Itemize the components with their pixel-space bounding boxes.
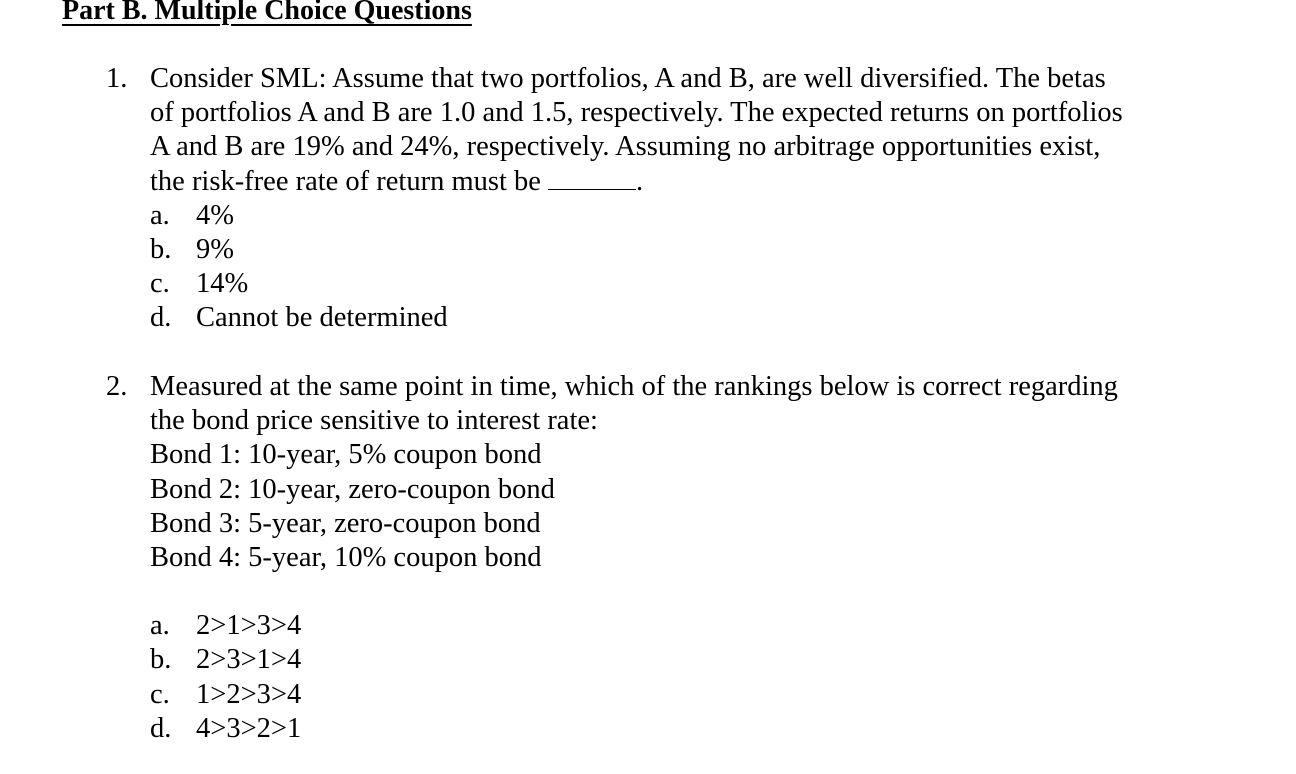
choice-b[interactable] [150,233,1186,267]
choice-text: 14% [196,268,249,300]
choice-letter: a. [150,610,170,642]
choice-letter: d. [150,302,172,334]
question-stem-line: Consider SML: Assume that two portfolios, A and B, are well diversified. The betas [150,63,1106,94]
question-body [150,62,1186,336]
question-stem-text: the risk-free rate of return must be [150,165,549,197]
question-body [150,370,1186,746]
choice-text: Cannot be determined [196,302,448,334]
choice-letter: c. [150,678,170,710]
choice-b[interactable] [150,643,1186,677]
question-stem-last-line [150,165,1186,199]
section-title: Part B. Multiple Choice Questions [62,0,472,26]
bond-item: Bond 4: 5-year, 10% coupon bond [150,542,542,574]
question-stem-line: Measured at the same point in time, which of the rankings below is correct regarding [150,371,1118,402]
choice-a[interactable] [150,199,1186,233]
choice-text: 4>3>2>1 [196,712,302,744]
choice-text: 1>2>3>4 [196,678,302,710]
question-1 [106,62,1186,336]
choice-list [150,609,1186,746]
choice-letter: b. [150,644,172,676]
bond-item: Bond 3: 5-year, zero-coupon bond [150,507,541,539]
question-number: 1. [106,63,128,94]
answer-blank [548,167,636,190]
choice-text: 9% [196,234,234,266]
choice-letter: a. [150,199,170,231]
choice-letter: d. [150,712,172,744]
choice-text: 2>3>1>4 [196,644,302,676]
choice-list [150,199,1186,336]
question-stem-line: A and B are 19% and 24%, respectively. Assuming no arbitrage opportunities exist, [150,131,1101,163]
bond-item: Bond 1: 10-year, 5% coupon bond [150,439,542,471]
choice-text: 2>1>3>4 [196,610,302,642]
question-stem-line: the bond price sensitive to interest rate: [150,405,598,437]
choice-letter: c. [150,268,170,300]
choice-text: 4% [196,199,234,231]
bond-item: Bond 2: 10-year, zero-coupon bond [150,473,555,505]
question-2 [106,370,1186,746]
choice-d[interactable] [150,712,1186,746]
choice-letter: b. [150,234,172,266]
choice-c[interactable] [150,678,1186,712]
question-number: 2. [106,371,128,402]
question-stem-line: of portfolios A and B are 1.0 and 1.5, respectively. The expected returns on portfolios [150,97,1123,129]
question-stem-period: . [636,165,644,197]
choice-a[interactable] [150,609,1186,643]
choice-d[interactable] [150,301,1186,335]
bond-list [150,438,1186,575]
spacer [150,575,1186,609]
choice-c[interactable] [150,267,1186,301]
